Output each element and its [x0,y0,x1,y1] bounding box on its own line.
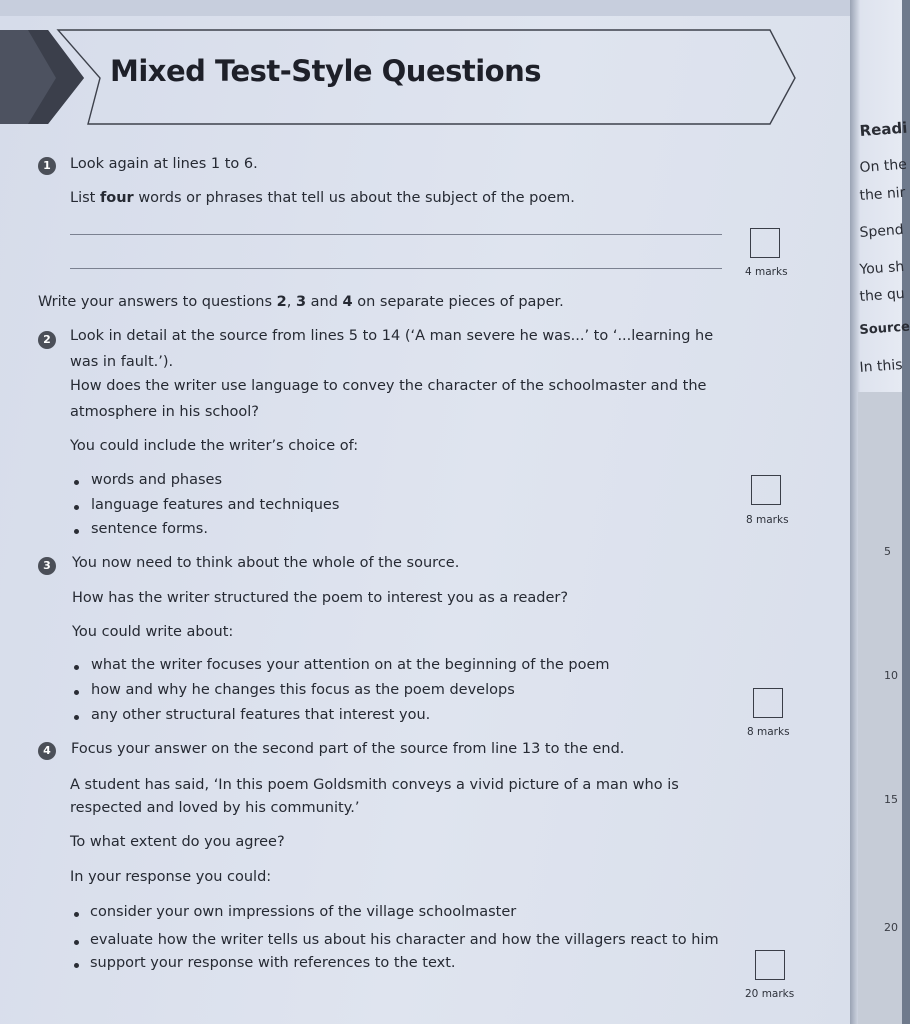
q1-line1: Look again at lines 1 to 6. [70,156,258,172]
right-page-line: the qu [859,285,906,305]
q3-mark-box[interactable] [753,688,783,718]
question-number-4: 4 [38,742,56,760]
q3-line2: How has the writer structured the poem to interest you as a reader? [72,590,569,606]
right-page-line: On the [859,156,908,176]
bullet [74,963,79,968]
q3-line1: You now need to think about the whole of the source. [72,555,460,571]
right-page-line: In this [859,357,904,376]
q4-line2: A student has said, ‘In this poem Goldsmith conveys a vivid picture of a man who is [70,777,679,793]
answer-line-1[interactable] [70,234,722,235]
q3-bullet-2: how and why he changes this focus as the poem develops [91,682,515,698]
q3-line3: You could write about: [72,624,234,640]
question-number-2: 2 [38,331,56,349]
q4-line5: In your response you could: [70,869,272,885]
page-top-edge [0,0,850,16]
bullet [74,665,79,670]
q2-line4: atmosphere in his school? [70,404,260,420]
q3-bullet-3: any other structural features that interest you. [91,707,431,723]
instruction-text: Write your answers to questions 2, 3 and 4 on separate pieces of paper. [38,294,564,310]
q2-line2: was in fault.’). [70,354,174,370]
q2-bullet-3: sentence forms. [91,521,208,537]
page-title: Mixed Test-Style Questions [110,54,542,88]
line-number: 5 [884,545,891,558]
right-page-heading: Readi [859,118,908,140]
q4-line1: Focus your answer on the second part of the source from line 13 to the end. [71,741,625,757]
q2-line1: Look in detail at the source from lines 5 to 14 (‘A man severe he was...’ to ‘...learning he [70,328,714,344]
q4-bullet-3: support your response with references to the text. [90,955,456,971]
q4-line3: respected and loved by his community.’ [70,800,360,816]
line-number: 10 [884,669,898,682]
q4-mark-box[interactable] [755,950,785,980]
q2-mark-box[interactable] [751,475,781,505]
q2-line3: How does the writer use language to convey the character of the schoolmaster and the [70,378,707,394]
q3-bullet-1: what the writer focuses your attention on at the beginning of the poem [91,657,610,673]
q4-bullet-1: consider your own impressions of the village schoolmaster [90,904,517,920]
question-number-3: 3 [38,557,56,575]
q2-bullet-2: language features and techniques [91,497,340,513]
q1-marks: 4 marks [745,266,788,278]
bullet [74,505,79,510]
bullet [74,912,79,917]
bullet [74,715,79,720]
right-page-line: You sh [859,258,905,278]
line-number: 20 [884,921,898,934]
q4-line4: To what extent do you agree? [70,834,285,850]
right-page-line: the nir [859,184,906,204]
q3-marks: 8 marks [747,726,790,738]
question-number-1: 1 [38,157,56,175]
right-page-edge [850,0,910,1024]
answer-line-2[interactable] [70,268,722,269]
right-page-line: Spend [859,221,905,241]
q4-bullet-2: evaluate how the writer tells us about his character and how the villagers react to him [90,932,719,948]
bullet [74,480,79,485]
bullet [74,940,79,945]
bullet [74,690,79,695]
q1-line2: List four words or phrases that tell us about the subject of the poem. [70,190,575,206]
q4-marks: 20 marks [745,988,795,1000]
right-page-source-heading: Source [859,319,910,338]
line-number: 15 [884,793,898,806]
q2-marks: 8 marks [746,514,789,526]
q1-mark-box[interactable] [750,228,780,258]
q2-line5: You could include the writer’s choice of: [70,438,359,454]
q2-bullet-1: words and phases [91,472,223,488]
bullet [74,529,79,534]
